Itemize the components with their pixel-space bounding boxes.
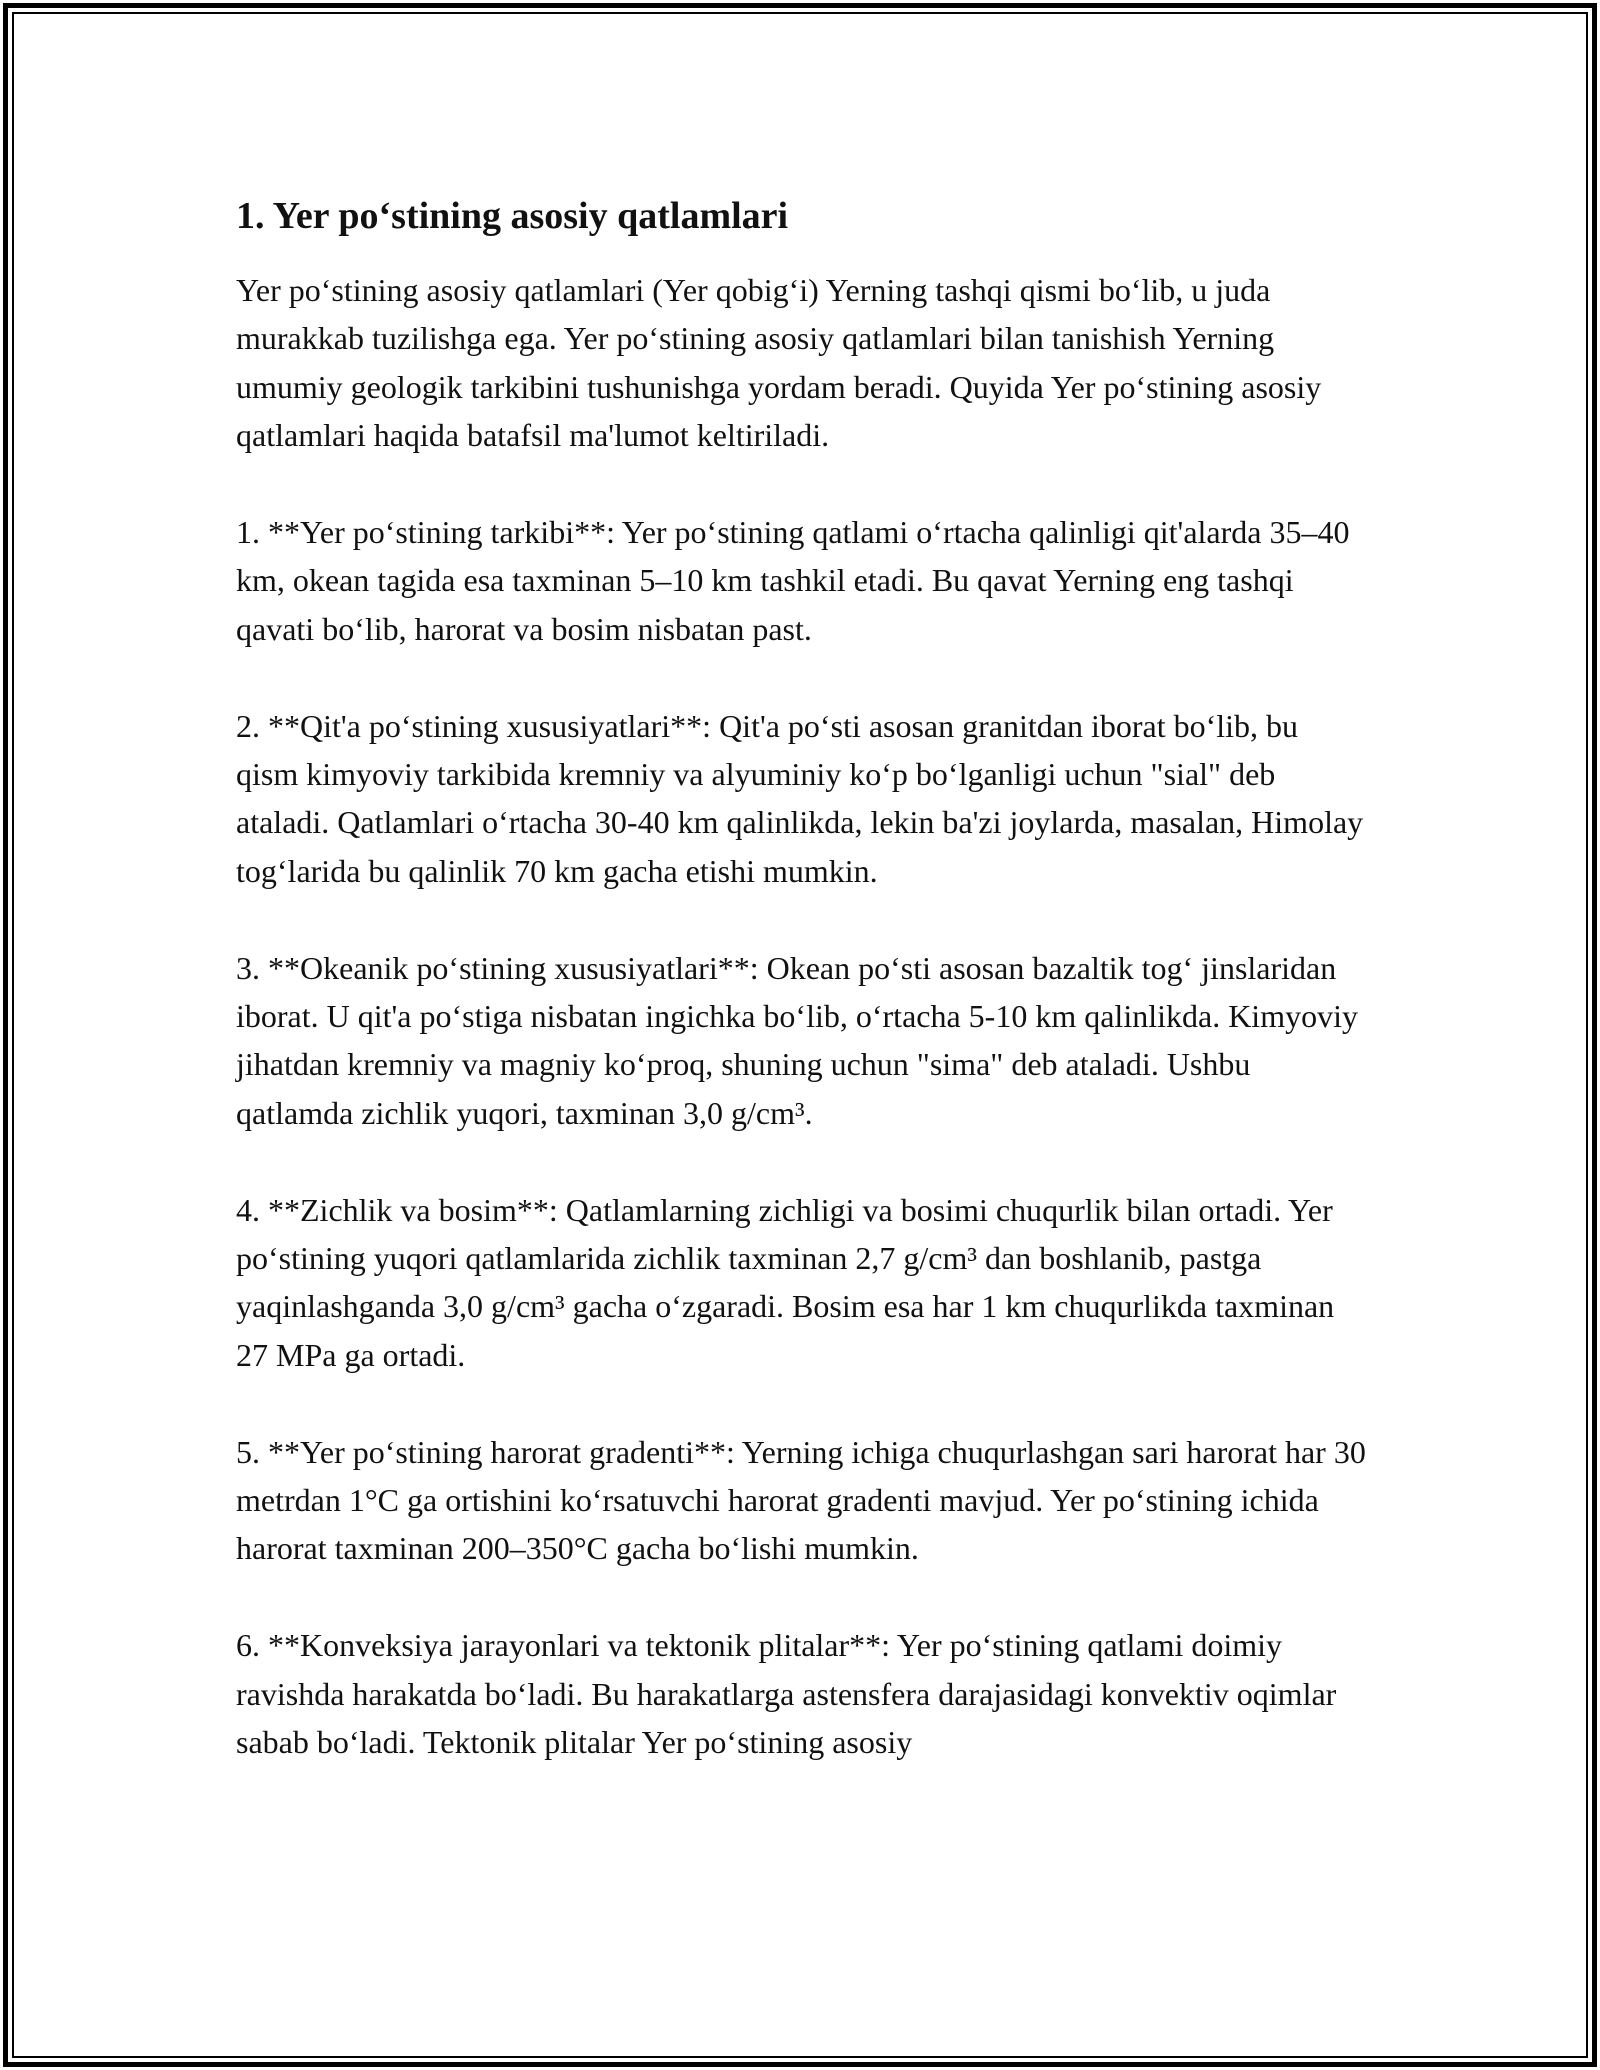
intro-paragraph: Yer po‘stining asosiy qatlamlari (Yer qobig‘i) Yerning tashqi qismi bo‘lib, u juda murakkab tuzilishga ega. Yer po‘stining asosiy qatlamlari bilan tanishish Yerning umumiy geologik tarkibini tushunishga yordam beradi. Quyida Yer po‘stining asosiy qatlamlari haqida batafsil ma'lumot keltiriladi.	[236, 272, 1322, 454]
item-paragraph-5: 5. **Yer po‘stining harorat gradenti**: Yerning ichiga chuqurlashgan sari harorat har 30 metrdan 1°C ga ortishini ko‘rsatuvchi harorat gradenti mavjud. Yer po‘stining ichida harorat taxminan 200–350°C gacha bo‘lishi mumkin.	[236, 1433, 1366, 1567]
item-paragraph-1: 1. **Yer po‘stining tarkibi**: Yer po‘stining qatlami o‘rtacha qalinligi qit'alarda 35–40 km, okean tagida esa taxminan 5–10 km tashkil etadi. Bu qavat Yerning eng tashqi qavati bo‘lib, harorat va bosim nisbatan past.	[236, 514, 1350, 647]
item-paragraph-3: 3. **Okeanik po‘stining xususiyatlari**: Okean po‘sti asosan bazaltik tog‘ jinslaridan iborat. U qit'a po‘stiga nisbatan ingichka bo‘lib, o‘rtacha 5-10 km qalinlikda. Kimyoviy jihatdan kremniy va magniy ko‘proq, shuning uchun "sima" deb ataladi. Ushbu qatlamda zichlik yuqori, taxminan 3,0 g/cm³.	[236, 949, 1358, 1131]
document-body	[236, 182, 1366, 1815]
item-paragraph-4: 4. **Zichlik va bosim**: Qatlamlarning zichligi va bosimi chuqurlik bilan ortadi. Yer po‘stining yuqori qatlamlarida zichlik taxminan 2,7 g/cm³ dan boshlanib, pastga yaqinlashganda 3,0 g/cm³ gacha o‘zgaradi. Bosim esa har 1 km chuqurlikda taxminan 27 MPa ga ortadi.	[236, 1191, 1335, 1373]
item-paragraph-2: 2. **Qit'a po‘stining xususiyatlari**: Qit'a po‘sti asosan granitdan iborat bo‘lib, bu qism kimyoviy tarkibida kremniy va alyuminiy ko‘p bo‘lganligi uchun "sial" deb ataladi. Qatlamlari o‘rtacha 30-40 km qalinlikda, lekin ba'zi joylarda, masalan, Himolay tog‘larida bu qalinlik 70 km gacha etishi mumkin.	[236, 707, 1364, 889]
item-paragraph-6: 6. **Konveksiya jarayonlari va tektonik plitalar**: Yer po‘stining qatlami doimiy ravishda harakatda bo‘ladi. Bu harakatlarga astensfera darajasidagi konvektiv oqimlar sabab bo‘ladi. Tektonik plitalar Yer po‘stining asosiy	[236, 1627, 1337, 1761]
section-heading: 1. Yer po‘stining asosiy qatlamlari	[236, 195, 789, 237]
